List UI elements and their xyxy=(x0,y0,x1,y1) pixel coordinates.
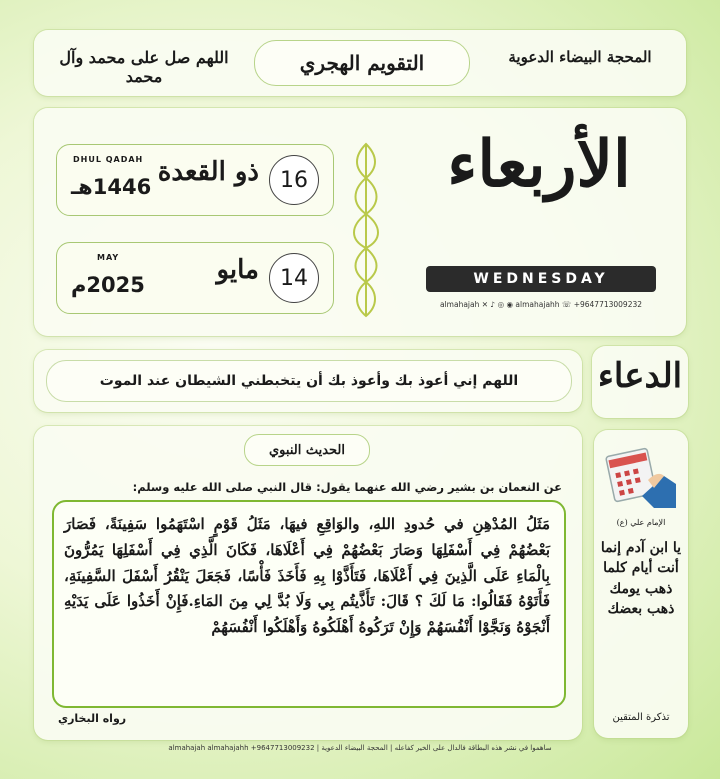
date-card xyxy=(34,108,686,336)
weekday-arabic: الأربعاء xyxy=(447,127,631,202)
hijri-date-pill xyxy=(56,144,334,216)
dua-text: اللهم إني أعوذ بك وأعوذ بك أن يتخبطني الشيطان عند الموت xyxy=(46,360,572,402)
reminder-footer: تذكرة المتقين xyxy=(612,712,670,723)
hadith-title: الحديث النبوي xyxy=(244,434,370,466)
dua-title: الدعاء xyxy=(597,356,683,396)
hadith-intro: عن النعمان بن بشير رضي الله عنهما يقول: قال النبي صلى الله عليه وسلم: xyxy=(132,480,562,494)
dua-title-card xyxy=(592,346,688,418)
gregorian-month-ar: مايو xyxy=(216,255,259,285)
gregorian-year: 2025م xyxy=(71,273,145,297)
hijri-day: 16 xyxy=(269,155,319,205)
hijri-month-ar: ذو القعدة xyxy=(157,157,259,187)
ornament-divider-icon xyxy=(346,142,386,318)
hadith-source: رواه البخاري xyxy=(58,712,127,725)
gregorian-date-pill xyxy=(56,242,334,314)
calendar-hand-icon xyxy=(602,436,680,512)
reminder-card xyxy=(594,430,688,738)
dua-card xyxy=(34,350,582,412)
hadith-text: مَثَلُ المُدْهِنِ في حُدودِ اللهِ، والوَاقِعِ فيهَا، مَثَلُ قَوْمٍ اسْتَهَمُوا سَفِينَةً، فَصَارَ بَعْضُهُمْ فِي أَسْفَلِهَا وَصَارَ بَعْضُهُمْ فِي أَعْلَاهَا، فَكَانَ الَّذِي فِي أَسْفَلِهَا يَمُرُّونَ بِالْمَاءِ عَلَى الَّذِينَ فِي أَعْلَاهَا، فَتَأَذَّوْا بِهِ فَأَخَذَ فَأْسًا، فَجَعَلَ يَنْقُرُ أَسْفَلَ السَّفِينَةِ، فَأَتَوْهُ فَقَالُوا: مَا لَكَ ؟ قَالَ: تَأَذَّيتُم بِي وَلَا بُدَّ لِي مِنَ المَاءِ.فَإِنْ أَخَذُوا عَلَى يَدَيْهِ أَنْجَوْهُ وَنَجَّوْا أَنْفُسَهُمْ وَإِنْ تَرَكُوهُ أَهْلَكُوهُ وَأَهْلَكُوا أَنْفُسَهُمْ xyxy=(64,515,550,637)
social-handles: almahajah ✕ ♪ ◎ ◉ almahajahh ☏ +9647713009232 xyxy=(439,300,643,309)
reminder-small-title: الإمام علي (ع) xyxy=(616,518,666,527)
hadith-card xyxy=(34,426,582,740)
gregorian-month-en: MAY xyxy=(97,253,120,262)
weekday-english-bar: WEDNESDAY xyxy=(426,266,656,292)
hijri-month-en: DHUL QADAH xyxy=(73,155,144,164)
org-name: المحجة البيضاء الدعوية xyxy=(508,48,652,66)
gregorian-day: 14 xyxy=(269,253,319,303)
reminder-quote: يا ابن آدم إنما أنت أيام كلما ذهب يومك ذهب بعضك xyxy=(600,540,682,617)
salawat-text: اللهم صل على محمد وآل محمد xyxy=(59,48,229,86)
calendar-title: التقويم الهجري xyxy=(254,40,470,86)
hijri-year: 1446هـ xyxy=(71,175,152,199)
header-card xyxy=(34,30,686,96)
footer-bar: ساهموا في نشر هذه البطاقة فالدال على الخير كفاعله | المحجة البيضاء الدعوية | almahajah almahajahh +9647713009232 xyxy=(168,744,552,752)
hadith-box xyxy=(52,500,566,708)
